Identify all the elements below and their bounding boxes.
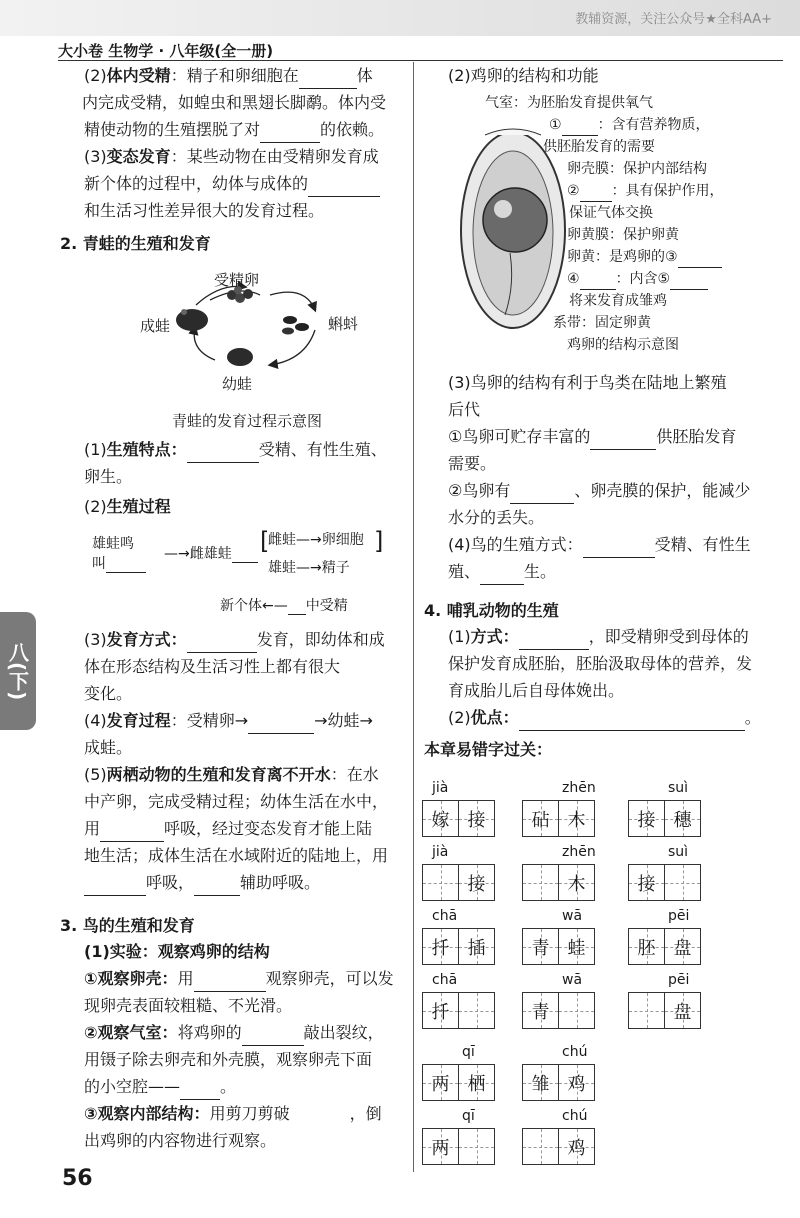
label-yolk-membrane: 卵黄膜：保护卵黄	[567, 227, 679, 243]
hanzi-char: 栖	[467, 1073, 486, 1095]
section-4-heading: 4. 哺乳动物的生殖	[424, 601, 559, 620]
hanzi-cell[interactable]	[629, 801, 665, 836]
hanzi-box[interactable]	[522, 800, 595, 837]
hanzi-char: 嫁	[431, 809, 450, 831]
left-column: (2)体内受精：精子和卵细胞在 体 内完成受精，如蝗虫和黑翅长脚鹬。体内受 精使动物的生殖摆脱了对 的依赖。 (3)变态发育：某些动物在由受精卵发育成 新个体的过程中，幼体与成体的 和生活习性差异很大的发育过程。	[82, 66, 387, 220]
hanzi-box[interactable]	[628, 928, 701, 965]
label-shell-membrane: 卵壳膜：保护内部结构	[567, 161, 707, 177]
hanzi-cell[interactable]	[523, 1129, 559, 1164]
hanzi-char: 雏	[531, 1073, 550, 1095]
hanzi-char: 青	[531, 937, 550, 959]
hanzi-cell[interactable]	[423, 929, 459, 964]
hanzi-cell[interactable]	[523, 801, 559, 836]
hanzi-cell[interactable]	[559, 1065, 594, 1100]
book-header: 大小卷 生物学 · 八年级(全一册)	[58, 42, 274, 60]
hanzi-char: 接	[637, 873, 656, 895]
grade-side-tab: 八(下)	[0, 612, 36, 730]
hanzi-cell[interactable]	[459, 1065, 494, 1100]
frog-reproduction-process: 雄蛙鸣 叫 —→雌雄蛙 [ 雌蛙—→卵细胞 雄蛙—→精子 ] 新个体←— 中受精	[92, 527, 384, 614]
hanzi-cell[interactable]	[459, 929, 494, 964]
hanzi-box[interactable]	[422, 928, 495, 965]
typo-practice-heading: 本章易错字过关：	[424, 740, 553, 759]
pinyin-label: wā	[562, 972, 583, 988]
hanzi-cell[interactable]	[523, 865, 559, 900]
hanzi-char: 接	[637, 809, 656, 831]
label-tadpole: 蝌蚪	[328, 315, 359, 333]
hanzi-char: 两	[431, 1073, 450, 1095]
hanzi-cell[interactable]	[423, 993, 459, 1028]
hanzi-char: 接	[467, 809, 486, 831]
hanzi-char: 青	[531, 1001, 550, 1023]
hanzi-box[interactable]	[522, 992, 595, 1029]
hanzi-box[interactable]	[522, 928, 595, 965]
hanzi-char: 蛙	[567, 937, 586, 959]
adult-frog-icon	[176, 309, 208, 331]
hanzi-cell[interactable]	[629, 865, 665, 900]
hanzi-char: 插	[467, 937, 486, 959]
section-2-heading: 2. 青蛙的生殖和发育	[60, 234, 211, 253]
frog-cycle-diagram	[140, 265, 380, 395]
hanzi-cell[interactable]	[665, 865, 700, 900]
hanzi-cell[interactable]	[423, 1129, 459, 1164]
hanzi-cell[interactable]	[665, 993, 700, 1028]
pinyin-label: jià	[432, 780, 449, 796]
pinyin-label: pēi	[668, 908, 690, 924]
hanzi-cell[interactable]	[559, 865, 594, 900]
hanzi-box[interactable]	[422, 800, 495, 837]
hanzi-cell[interactable]	[559, 993, 594, 1028]
egg-diagram-caption: 鸡卵的结构示意图	[567, 337, 679, 353]
hanzi-cell[interactable]	[559, 1129, 594, 1164]
hanzi-char: 鸡	[567, 1137, 586, 1159]
hanzi-char: 穗	[673, 809, 692, 831]
pinyin-label: wā	[562, 908, 583, 924]
hanzi-cell[interactable]	[559, 929, 594, 964]
column-divider	[413, 62, 414, 1172]
pinyin-label: qī	[462, 1044, 475, 1060]
hanzi-box[interactable]	[422, 864, 495, 901]
tadpole-icon	[282, 316, 309, 335]
hanzi-cell[interactable]	[629, 993, 665, 1028]
hanzi-char: 盘	[673, 937, 692, 959]
bird-experiment: (1)实验：观察鸡卵的结构 ①观察卵壳：用 观察卵壳，可以发 现卵壳表面较粗糙、不光滑。 ②观察气室：将鸡卵的 敲出裂纹， 用镊子除去卵壳和外壳膜，观察卵壳下面 的小空腔—— 。 ③观察内部结构：用剪刀剪破 ，倒 出鸡卵的内容物进行观察。	[84, 942, 394, 1150]
hanzi-box[interactable]	[522, 1064, 595, 1101]
egg-structure-diagram: 气室：为胚胎发育提供氧气 ① ：含有营养物质， 供胚胎发育的需要 卵壳膜：保护内部结构 ② ：具有保护作用， 保证气体交换 卵黄膜：保护卵黄 卵黄：是鸡卵的③ ④ ：内含⑤ 将来发育成雏鸡 系带：固定卵黄 鸡卵的结构示意图	[455, 90, 785, 360]
page-number: 56	[62, 1166, 93, 1191]
hanzi-char: 扦	[431, 937, 450, 959]
frog-characteristics: (1)生殖特点： 受精、有性生殖、 卵生。 (2)生殖过程	[84, 440, 387, 516]
hanzi-cell[interactable]	[423, 865, 459, 900]
hanzi-char: 扦	[431, 1001, 450, 1023]
bird-adaptations: (3)鸟卵的结构有利于鸟类在陆地上繁殖 后代 ①鸟卵可贮存丰富的 供胚胎发育 需要。 ②鸟卵有 、卵壳膜的保护，能减少 水分的丢失。 (4)鸟的生殖方式： 受精、有性生 殖、 生。	[448, 369, 778, 585]
hanzi-char: 木	[567, 809, 586, 831]
hanzi-box[interactable]	[628, 800, 701, 837]
pinyin-label: pēi	[668, 972, 690, 988]
hanzi-char: 木	[567, 873, 586, 895]
hanzi-cell[interactable]	[423, 801, 459, 836]
label-chalaza: 系带：固定卵黄	[553, 315, 651, 331]
hanzi-cell[interactable]	[459, 993, 494, 1028]
hanzi-cell[interactable]	[629, 929, 665, 964]
label-young-frog: 幼蛙	[222, 375, 253, 393]
pinyin-label: suì	[668, 780, 689, 796]
pinyin-label: qī	[462, 1108, 475, 1124]
hanzi-box[interactable]	[522, 864, 595, 901]
header-rule	[58, 60, 783, 61]
frog-development: (3)发育方式： 发育，即幼体和成 体在形态结构及生活习性上都有很大 变化。 (4)发育过程：受精卵→ →幼蛙→ 成蛙。 (5)两栖动物的生殖和发育离不开水：在水 中产卵，完成受精过程；幼体生活在水中， 用 呼吸，经过变态发育才能上陆 地生活；成体生活在水域附近的陆地上，用 呼吸， 辅助呼吸。	[84, 626, 406, 896]
hanzi-box[interactable]	[422, 992, 495, 1029]
label-fertilized-egg: 受精卵	[214, 271, 260, 289]
pinyin-label: chú	[562, 1108, 588, 1124]
pinyin-label: suì	[668, 844, 689, 860]
pinyin-label: chā	[432, 972, 458, 988]
frog-diagram-caption: 青蛙的发育过程示意图	[172, 412, 323, 430]
hanzi-char: 盘	[673, 1001, 692, 1023]
hanzi-box[interactable]	[628, 864, 701, 901]
label-air-cell: 气室：为胚胎发育提供氧气	[485, 95, 653, 111]
hanzi-box[interactable]	[422, 1064, 495, 1101]
pinyin-label: zhēn	[562, 780, 596, 796]
top-banner	[0, 0, 800, 36]
pinyin-label: chā	[432, 908, 458, 924]
hanzi-char: 两	[431, 1137, 450, 1159]
hanzi-cell[interactable]	[459, 865, 494, 900]
hanzi-cell[interactable]	[459, 801, 494, 836]
hanzi-box[interactable]	[522, 1128, 595, 1165]
section-3-heading: 3. 鸟的生殖和发育	[60, 916, 195, 935]
hanzi-cell[interactable]	[523, 929, 559, 964]
pinyin-label: chú	[562, 1044, 588, 1060]
hanzi-cell[interactable]	[459, 1129, 494, 1164]
watermark: 教辅资源，关注公众号★全科AA+	[575, 12, 772, 27]
hanzi-char: 胚	[637, 937, 656, 959]
hanzi-cell[interactable]	[665, 801, 700, 836]
pinyin-label: zhēn	[562, 844, 596, 860]
hanzi-box[interactable]	[422, 1128, 495, 1165]
hanzi-char: 砧	[531, 809, 550, 831]
mammal-reproduction: (1)方式： ，即受精卵受到母体的 保护发育成胚胎，胚胎汲取母体的营养，发 育成胎儿后自母体娩出。 (2)优点： 。	[448, 623, 778, 731]
hanzi-char: 鸡	[567, 1073, 586, 1095]
hanzi-cell[interactable]	[665, 929, 700, 964]
hanzi-char: 接	[467, 873, 486, 895]
pinyin-label: jià	[432, 844, 449, 860]
hanzi-cell[interactable]	[559, 801, 594, 836]
young-frog-icon	[227, 348, 253, 366]
hanzi-box[interactable]	[628, 992, 701, 1029]
hanzi-cell[interactable]	[523, 1065, 559, 1100]
hanzi-cell[interactable]	[523, 993, 559, 1028]
label-adult-frog: 成蛙	[140, 317, 171, 335]
hanzi-cell[interactable]	[423, 1065, 459, 1100]
egg-structure-heading: (2)鸡卵的结构和功能	[448, 66, 599, 85]
